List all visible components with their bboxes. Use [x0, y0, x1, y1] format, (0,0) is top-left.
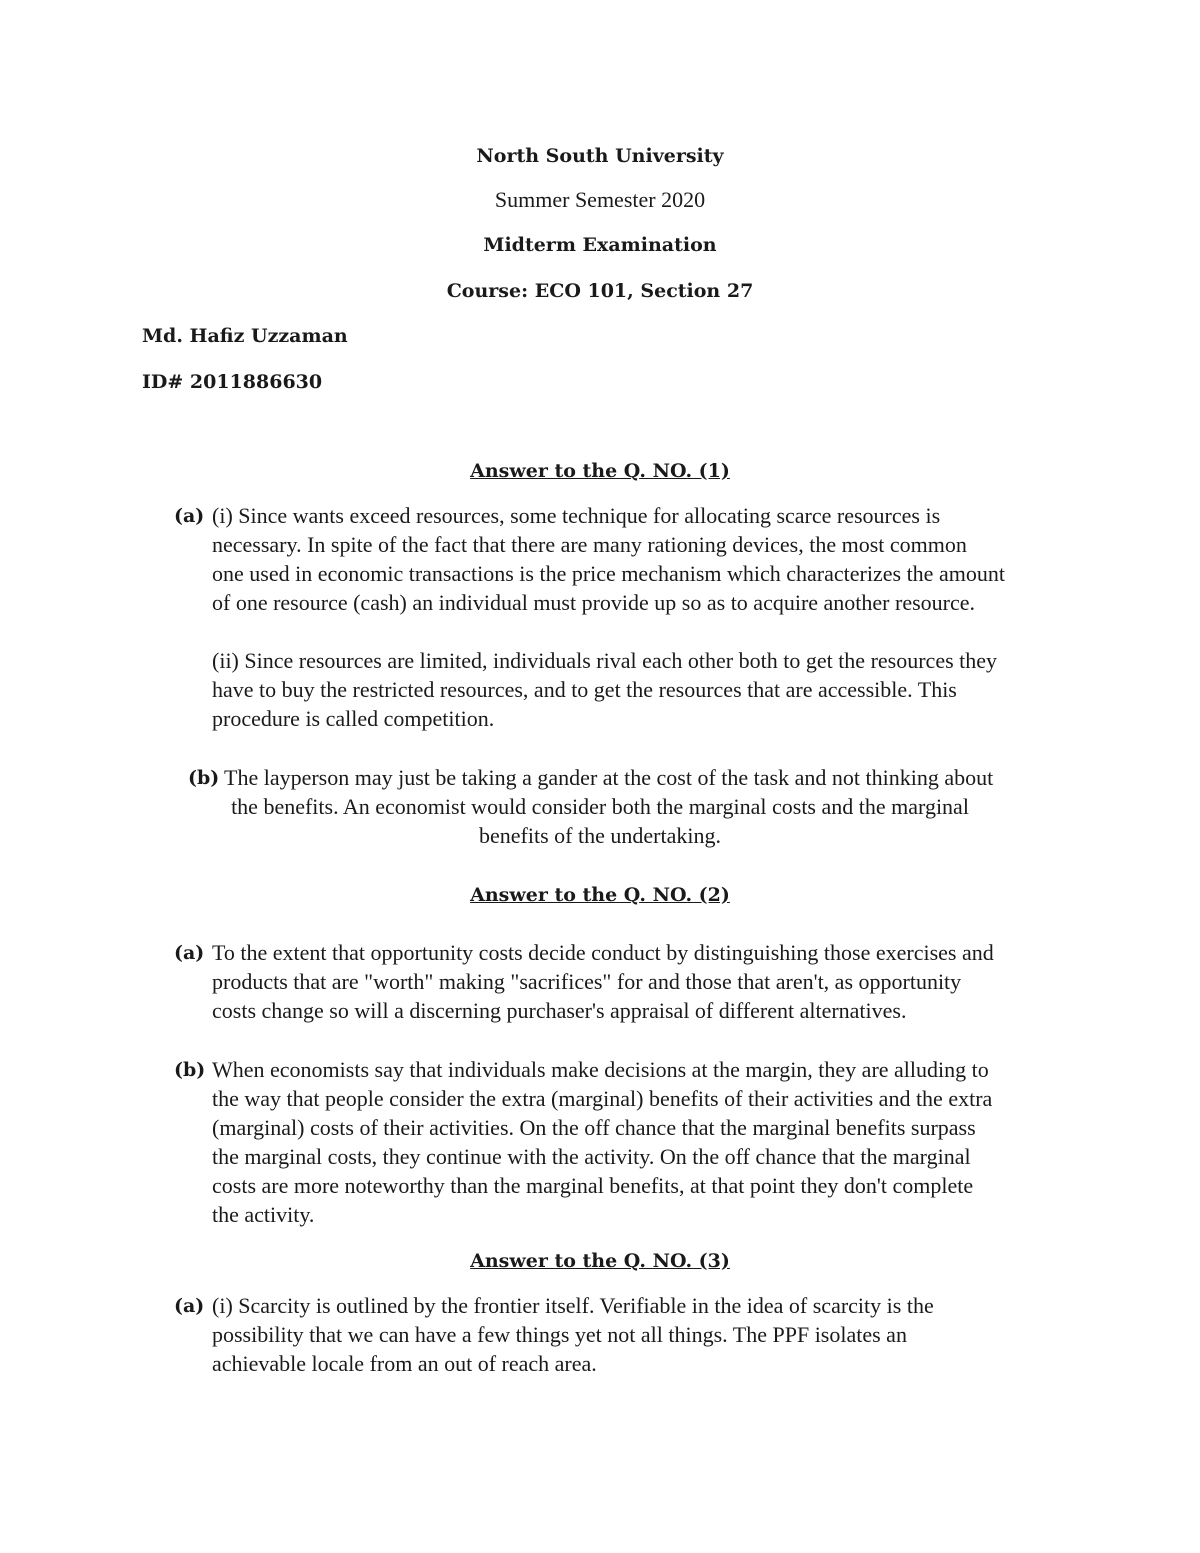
- q2-b-line: costs are more noteworthy than the marginal benefits, at that point they don't complete: [212, 1173, 974, 1198]
- q3-a-line: possibility that we can have a few things yet not all things. The PPF isolates an: [212, 1322, 907, 1347]
- q3-a-line: achievable locale from an out of reach area.: [212, 1351, 597, 1376]
- q1-a-i-line: (i) Since wants exceed resources, some technique for allocating scarce resources is: [212, 503, 941, 528]
- q1-a-label: (a): [174, 505, 205, 527]
- semester-line: Summer Semester 2020: [494, 187, 706, 212]
- q2-a-line: products that are "worth" making "sacrifices" for and those that aren't, as opportunity: [212, 969, 962, 994]
- q3-a-label: (a): [174, 1295, 205, 1317]
- q1-b-line: benefits of the undertaking.: [479, 823, 721, 848]
- q1-a-ii-line: have to buy the restricted resources, and to get the resources that are accessible. This: [212, 677, 957, 702]
- q2-b-line: (marginal) costs of their activities. On the off chance that the marginal benefits surpass: [212, 1115, 976, 1140]
- q1-a-i-line: of one resource (cash) an individual must provide up so as to acquire another resource.: [212, 590, 976, 615]
- q2-a-label: (a): [174, 942, 205, 964]
- q1-heading: Answer to the Q. NO. (1): [470, 460, 730, 482]
- q1-b-line: the benefits. An economist would consider both the marginal costs and the marginal: [231, 794, 969, 819]
- exam-title: Midterm Examination: [483, 234, 717, 256]
- q1-b-label: (b): [188, 767, 220, 789]
- q2-b-line: the marginal costs, they continue with the activity. On the off chance that the marginal: [212, 1144, 971, 1169]
- q2-a-line: costs change so will a discerning purchaser's appraisal of different alternatives.: [212, 998, 907, 1023]
- q1-a-i-line: necessary. In spite of the fact that there are many rationing devices, the most common: [212, 532, 967, 557]
- student-name: Md. Hafiz Uzzaman: [142, 325, 348, 347]
- q1-a-ii-line: (ii) Since resources are limited, individuals rival each other both to get the resources they: [212, 648, 998, 673]
- university-title: North South University: [476, 145, 724, 167]
- q2-a-line: To the extent that opportunity costs decide conduct by distinguishing those exercises and: [212, 940, 994, 965]
- q2-b-line: the activity.: [212, 1202, 315, 1227]
- q2-heading: Answer to the Q. NO. (2): [470, 884, 730, 906]
- q1-b-line: The layperson may just be taking a gander at the cost of the task and not thinking about: [224, 765, 994, 790]
- q2-b-line: the way that people consider the extra (marginal) benefits of their activities and the extra: [212, 1086, 993, 1111]
- q1-a-ii-line: procedure is called competition.: [212, 706, 495, 731]
- q3-heading: Answer to the Q. NO. (3): [470, 1250, 730, 1272]
- student-id: ID# 2011886630: [142, 371, 323, 393]
- course-line: Course: ECO 101, Section 27: [446, 280, 754, 302]
- q2-b-label: (b): [174, 1059, 206, 1081]
- q3-a-line: (i) Scarcity is outlined by the frontier itself. Verifiable in the idea of scarcity is the: [212, 1293, 934, 1318]
- q1-a-i-line: one used in economic transactions is the price mechanism which characterizes the amount: [212, 561, 1005, 586]
- q2-b-line: When economists say that individuals make decisions at the margin, they are alluding to: [212, 1057, 989, 1082]
